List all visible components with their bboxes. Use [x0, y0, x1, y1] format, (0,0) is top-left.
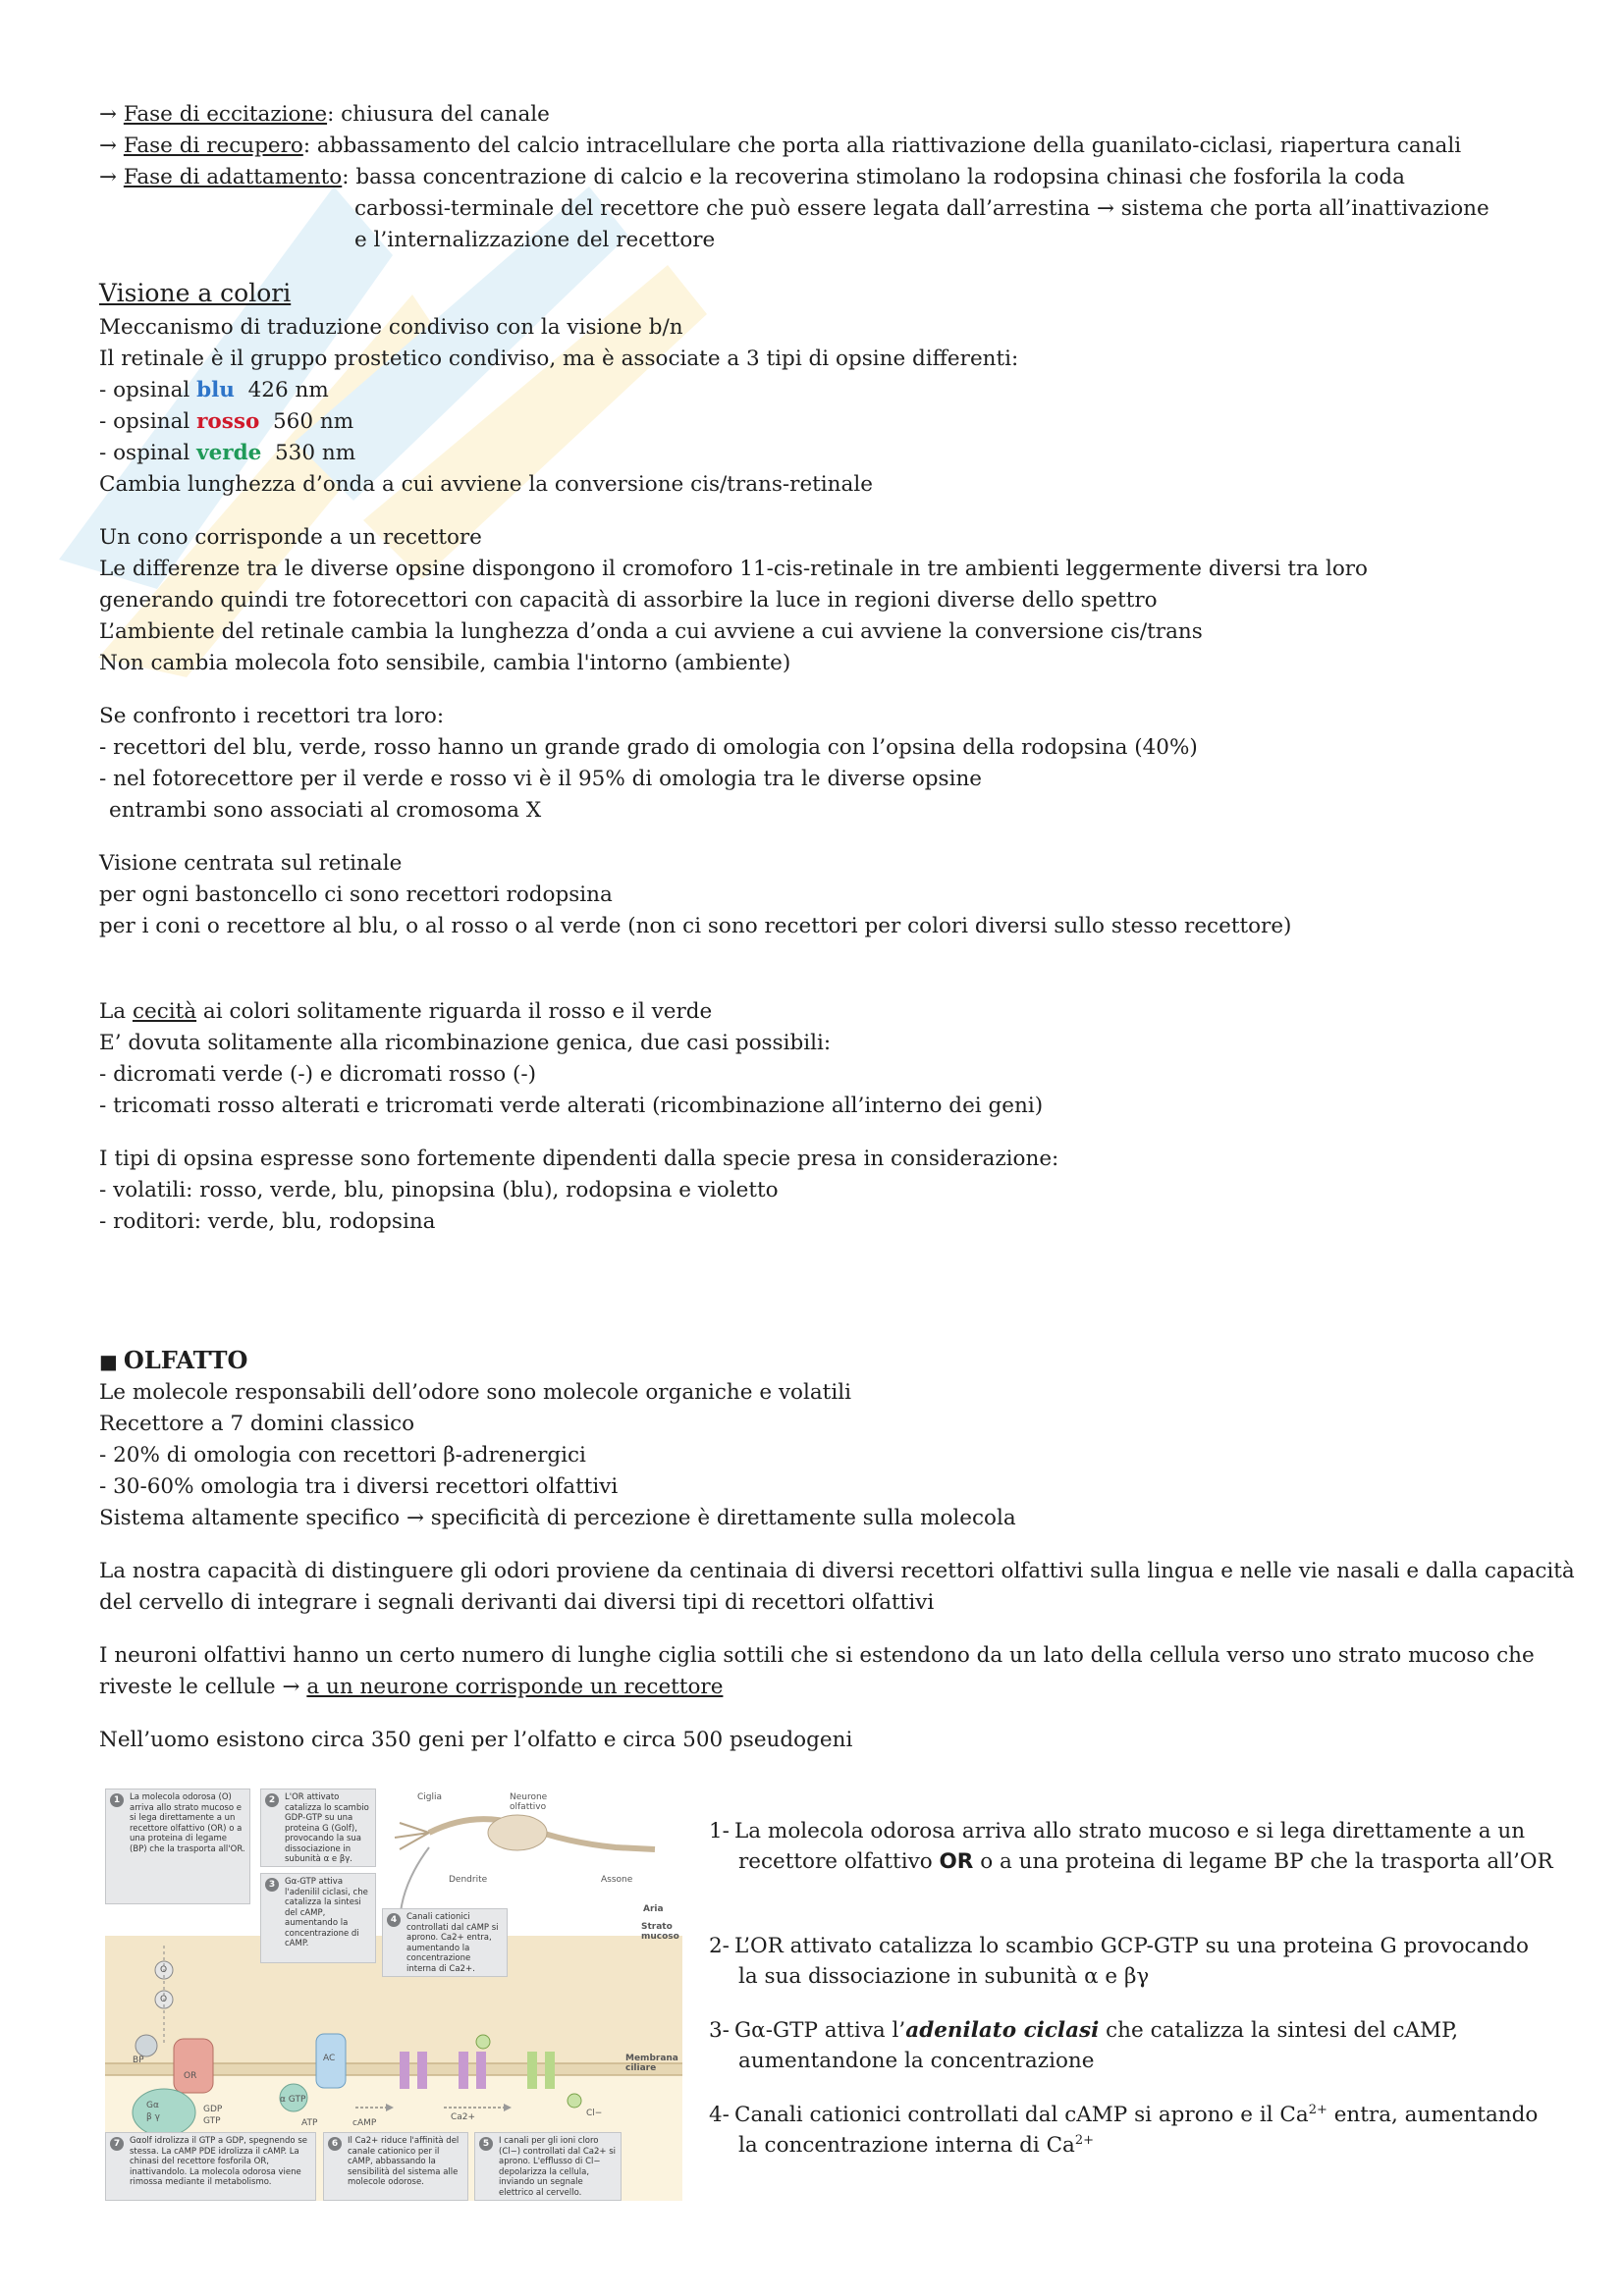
opsin-rosso: - opsinal rosso 560 nm [99, 409, 354, 434]
olfatto-heading: ■ OLFATTO [99, 1346, 248, 1374]
label-bp: BP [133, 2056, 144, 2065]
cecita-line-3: - dicromati verde (-) e dicromati rosso (-) [99, 1062, 537, 1087]
label-cl: Cl− [586, 2109, 603, 2118]
opsin-blu: - opsinal blu 426 nm [99, 378, 329, 402]
fig-box-1: 1 La molecola odorosa (O) arriva allo strato mucoso e si lega direttamente a un recettore olfattivo (OR) o a una proteina di legame (BP) che la trasporta all'OR. [105, 1789, 250, 1904]
step-1: 1- La molecola odorosa arriva allo strato mucoso e si lega direttamente a un recettore olfattivo OR o a una proteina di legame BP che la trasporta all’OR [709, 1819, 1553, 1874]
cono-line-5: Non cambia molecola foto sensibile, cambia l'intorno (ambiente) [99, 651, 791, 675]
label-galpha: Gα [146, 2101, 159, 2110]
label-atp: ATP [301, 2118, 318, 2128]
cecita-line-1: La cecità ai colori solitamente riguarda il rosso e il verde [99, 999, 713, 1024]
olfatto-line-3: - 20% di omologia con recettori β-adrenergici [99, 1443, 586, 1468]
label-camp: cAMP [352, 2118, 377, 2128]
label-ciglia: Ciglia [417, 1792, 443, 1802]
confronto-line-3: - nel fotorecettore per il verde e rosso vi è il 95% di omologia tra le diverse opsine [99, 767, 983, 791]
tipi-line-1: I tipi di opsina espresse sono fortemente dipendenti dalla specie presa in considerazione: [99, 1147, 1059, 1171]
centrata-line-2: per ogni bastoncello ci sono recettori rodopsina [99, 882, 613, 907]
neuron-body [488, 1815, 547, 1850]
confronto-line-4: entrambi sono associati al cromosoma X [109, 798, 542, 823]
fase-adattamento-cont-1: carbossi-terminale del recettore che può essere legata dall’arrestina → sistema che porta all’inattivazione [354, 196, 1489, 221]
cono-line-2: Le differenze tra le diverse opsine dispongono il cromoforo 11-cis-retinale in tre ambienti leggermente diversi tra loro [99, 557, 1368, 581]
ca-ion [476, 2035, 490, 2049]
cono-line-1: Un cono corrisponde a un recettore [99, 525, 482, 550]
cono-line-3: generando quindi tre fotorecettori con capacità di assorbire la luce in regioni diverse dello spettro [99, 588, 1158, 613]
fase-adattamento-line: → Fase di adattamento: bassa concentrazione di calcio e la recoverina stimolano la rodopsina chinasi che fosforila la coda [99, 165, 1405, 189]
olfatto-par2-b: riveste le cellule → a un neurone corrisponde un recettore [99, 1675, 724, 1699]
olfatto-line-2: Recettore a 7 domini classico [99, 1412, 415, 1436]
step-4: 4- Canali cationici controllati dal cAMP si aprono e il $Ca^{2+}$ entra, aumentando la concentrazione interna di $Ca^{2+}$ [709, 2102, 1539, 2158]
visione-colori-heading: Visione a colori [99, 279, 292, 307]
step-2: 2- L’OR attivato catalizza lo scambio GCP-GTP su una proteina G provocando la sua dissociazione in subunità α e βγ [709, 1934, 1529, 1989]
cl-ion [568, 2094, 581, 2108]
label-ca: Ca2+ [451, 2112, 476, 2122]
centrata-line-1: Visione centrata sul retinale [99, 851, 403, 876]
colori-line-6: Cambia lunghezza d’onda a cui avviene la conversione cis/trans-retinale [99, 472, 873, 497]
olfatto-par3: Nell’uomo esistono circa 350 geni per l’olfatto e circa 500 pseudogeni [99, 1728, 853, 1752]
label-strato: Strato mucoso [641, 1922, 679, 1942]
or-receptor [174, 2039, 213, 2093]
cilia [395, 1823, 429, 1849]
olfatto-par1-b: del cervello di integrare i segnali derivanti dai diversi tipi di recettori olfattivi [99, 1590, 935, 1615]
g-protein [133, 2089, 195, 2136]
fig-box-4: 4 Canali cationici controllati dal cAMP si aprono. Ca2+ entra, aumentando la concentrazione interna di Ca2+. [382, 1908, 508, 1977]
fig-box-3: 3 Gα-GTP attiva l'adenilil ciclasi, che catalizza la sintesi del cAMP, aumentando la concentrazione di cAMP. [260, 1873, 376, 1963]
olfatto-line-5: Sistema altamente specifico → specificità di percezione è direttamente sulla molecola [99, 1506, 1016, 1530]
cecita-line-4: - tricomati rosso alterati e tricromati verde alterati (ricombinazione all’interno dei geni) [99, 1094, 1044, 1118]
label-aria: Aria [643, 1904, 664, 1914]
tipi-line-3: - roditori: verde, blu, rodopsina [99, 1209, 436, 1234]
opsin-verde: - ospinal verde 530 nm [99, 441, 356, 465]
fig-box-6: 6 Il Ca2+ riduce l'affinità del canale cationico per il cAMP, abbassando la sensibilità del sistema alle molecole odorose. [323, 2132, 468, 2201]
label-assone: Assone [601, 1875, 633, 1885]
fig-box-5: 5 I canali per gli ioni cloro (Cl−) controllati dal Ca2+ si aprono. L'efflusso di Cl− depolarizza la cellula, inviando un segnale elettrico al cervello. [474, 2132, 622, 2201]
label-or: OR [184, 2071, 197, 2081]
step-3: 3- Gα-GTP attiva l’adenilato ciclasi che catalizza la sintesi del cAMP, aumentandone la concentrazione [709, 2018, 1459, 2073]
olfatto-line-1: Le molecole responsabili dell’odore sono molecole organiche e volatili [99, 1380, 851, 1405]
fig-box-7: 7 Gαolf idrolizza il GTP a GDP, spegnendo se stessa. La cAMP PDE idrolizza il cAMP. La chinasi del recettore fosforila OR, inattivandolo. La molecola odorosa viene rimossa mediante il metabolismo. [105, 2132, 316, 2201]
confronto-line-2: - recettori del blu, verde, rosso hanno un grande grado di omologia con l’opsina della rodopsina (40%) [99, 735, 1198, 760]
cono-line-4: L’ambiente del retinale cambia la lunghezza d’onda a cui avviene a cui avviene la conversione cis/trans [99, 619, 1203, 644]
label-neurone: Neurone olfattivo [510, 1792, 548, 1812]
label-ac: AC [323, 2054, 336, 2063]
cecita-line-2: E’ dovuta solitamente alla ricombinazione genica, due casi possibili: [99, 1031, 832, 1055]
label-membrana: Membrana ciliare [625, 2054, 678, 2073]
confronto-line-1: Se confronto i recettori tra loro: [99, 704, 445, 728]
fase-recupero-line: → Fase di recupero: abbassamento del calcio intracellulare che porta alla riattivazione della guanilato-ciclasi, riapertura canali [99, 133, 1462, 158]
label-o-2: O [160, 1995, 168, 2004]
olfatto-par1-a: La nostra capacità di distinguere gli odori proviene da centinaia di diversi recettori olfattivi sulla lingua e nelle vie nasali e dalla capacità [99, 1559, 1575, 1583]
label-gtp: GTP [203, 2116, 221, 2126]
label-alpha-gtp: α GTP [280, 2095, 306, 2105]
fig-box-2: 2 L'OR attivato catalizza lo scambio GDP-GTP su una proteina G (Golf), provocando la sua dissociazione in subunità α e βγ. [260, 1789, 376, 1867]
label-bg: β γ [146, 2112, 160, 2122]
olfactory-transduction-figure [105, 1789, 682, 2201]
label-o-1: O [160, 1965, 168, 1975]
colori-line-2: Il retinale è il gruppo prostetico condiviso, ma è associate a 3 tipi di opsine differenti: [99, 347, 1019, 371]
centrata-line-3: per i coni o recettore al blu, o al rosso o al verde (non ci sono recettori per colori diversi sullo stesso recettore) [99, 914, 1292, 938]
olfatto-line-4: - 30-60% omologia tra i diversi recettori olfattivi [99, 1474, 619, 1499]
olfatto-par2-a: I neuroni olfattivi hanno un certo numero di lunghe ciglia sottili che si estendono da un lato della cellula verso uno strato mucoso che [99, 1643, 1535, 1668]
tipi-line-2: - volatili: rosso, verde, blu, pinopsina (blu), rodopsina e violetto [99, 1178, 779, 1202]
fase-adattamento-cont-2: e l’internalizzazione del recettore [354, 228, 716, 252]
colori-line-1: Meccanismo di traduzione condiviso con la visione b/n [99, 315, 683, 340]
fase-eccitazione-line: → Fase di eccitazione: chiusura del canale [99, 102, 550, 127]
binding-protein [135, 2035, 157, 2056]
label-dendrite: Dendrite [449, 1875, 488, 1885]
label-gdp: GDP [203, 2105, 223, 2114]
